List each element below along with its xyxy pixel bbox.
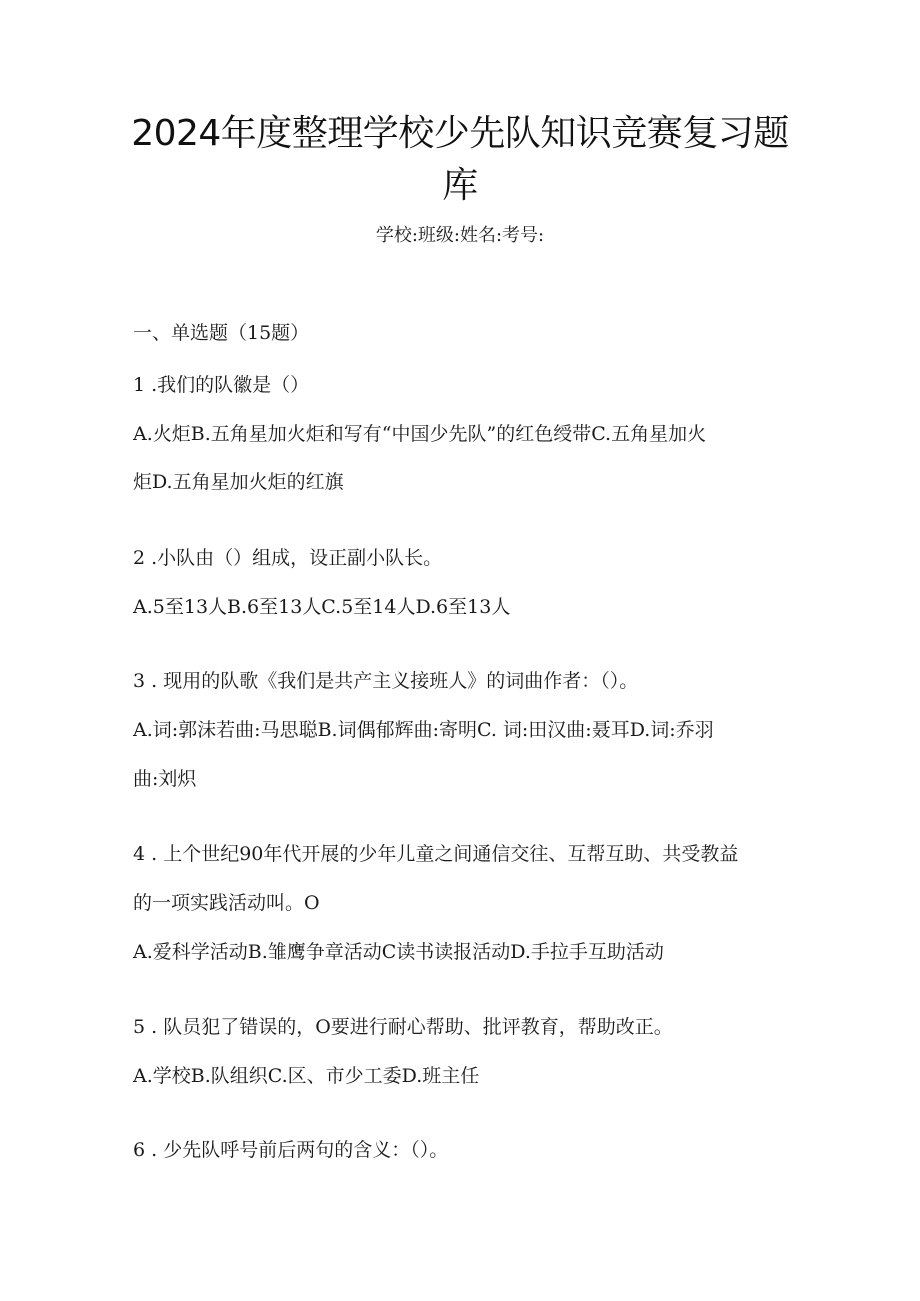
title-line-2: 库 [442, 165, 478, 206]
student-info-line: 学校:班级:姓名:考号: [375, 225, 545, 246]
question-4-options: A.爱科学活动B.雏鹰争章活动C读书读报活动D.手拉手互助活动 [133, 941, 664, 963]
question-2-options: A.5至13人B.6至13人C.5至14人D.6至13人 [133, 596, 511, 618]
question-4: 4 . 上个世纪90年代开展的少年儿童之间通信交往、互帮互助、共受教益 [133, 843, 739, 865]
question-6: 6 . 少先队呼号前后两句的含义：（）。 [133, 1139, 449, 1161]
title-line-1: 2024年度整理学校少先队知识竞赛复习题 [131, 113, 789, 154]
question-1-options: A.火炬B.五角星加火炬和写有“中国少先队”的红色绶带C.五角星加火 [133, 423, 707, 445]
document-title [130, 108, 790, 212]
question-5-options: A.学校B.队组织C.区、市少工委D.班主任 [133, 1065, 480, 1087]
question-3: 3 . 现用的队歌《我们是共产主义接班人》的词曲作者：（）。 [133, 670, 639, 692]
question-1-options-cont: 炬D.五角星加火炬的红旗 [133, 471, 344, 493]
question-2: 2 .小队由（）组成，设正副小队长。 [133, 547, 443, 569]
question-5: 5 . 队员犯了错误的，O要进行耐心帮助、批评教育，帮助改正。 [133, 1016, 673, 1038]
question-1: 1 .我们的队徽是（） [133, 374, 310, 396]
question-3-options: A.词:郭沫若曲:马思聪B.词偶郁辉曲:寄明C. 词:田汉曲:聂耳D.词:乔羽 [133, 719, 714, 741]
section-heading: 一、单选题（15题） [133, 322, 310, 344]
question-4-cont: 的一项实践活动叫。O [133, 892, 320, 914]
question-3-options-cont: 曲:刘炽 [133, 768, 197, 790]
